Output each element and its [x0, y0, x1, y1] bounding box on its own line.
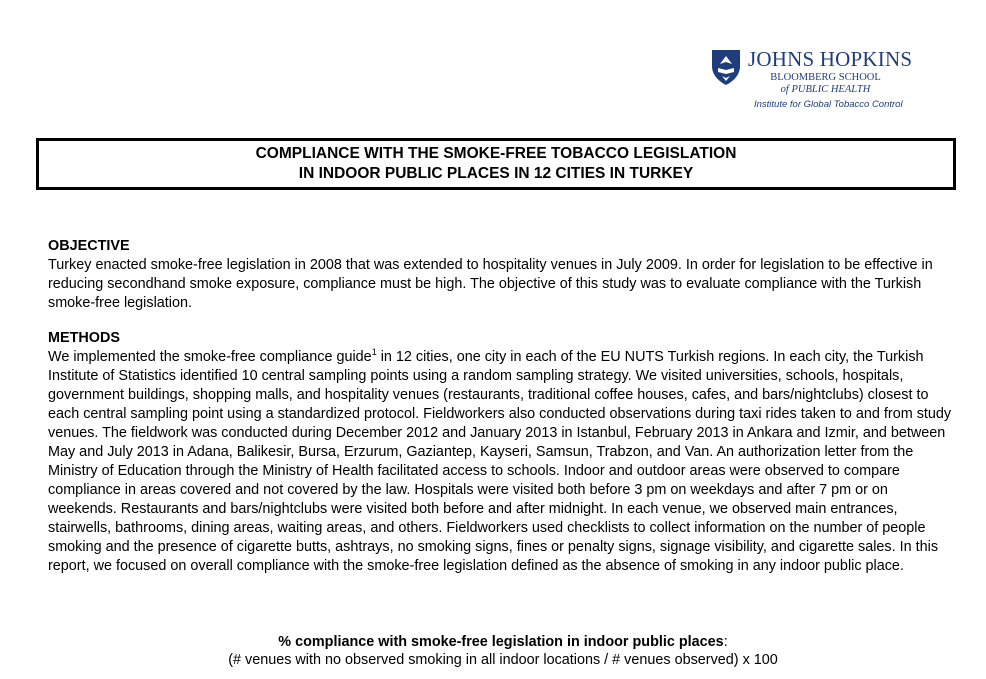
logo-school-line2: of PUBLIC HEALTH [780, 84, 871, 95]
university-shield-icon [710, 48, 742, 86]
objective-section [48, 237, 958, 313]
document-body [48, 237, 958, 592]
footnote-reference: 1 [371, 347, 377, 357]
methods-text-part1: We implemented the smoke-free compliance guide [48, 349, 372, 365]
objective-heading: OBJECTIVE [48, 238, 130, 254]
johns-hopkins-logo [708, 44, 968, 114]
title-line-1: COMPLIANCE WITH THE SMOKE-FREE TOBACCO LEGISLATION [255, 145, 737, 162]
logo-school-name [748, 72, 903, 96]
methods-text [48, 348, 958, 576]
methods-heading: METHODS [48, 330, 120, 346]
logo-institute-name: Institute for Global Tobacco Control [754, 99, 903, 110]
formula-label: % compliance with smoke-free legislation in indoor public places [278, 634, 724, 650]
title-line-2: IN INDOOR PUBLIC PLACES IN 12 CITIES IN TURKEY [298, 165, 694, 182]
document-title-box [36, 138, 956, 190]
formula-expression: (# venues with no observed smoking in all indoor locations / # venues observed) x 100 [228, 652, 778, 668]
logo-school-line1: BLOOMBERG SCHOOL [770, 72, 881, 83]
methods-section [48, 329, 958, 576]
logo-university-name: JOHNS HOPKINS [748, 47, 913, 71]
objective-text: Turkey enacted smoke-free legislation in 2008 that was extended to hospitality venues in July 2009. In order for legislation to be effective in reducing secondhand smoke exposure, compliance must be high. The objective of this study was to evaluate compliance with the Turkish smoke-free legislation. [48, 257, 933, 311]
methods-text-part2: in 12 cities, one city in each of the EU NUTS Turkish regions. In each city, the Turkish Institute of Statistics identified 10 central sampling points using a random sampling strategy. We visited universities, schools, hospitals, government buildings, shopping malls, and hospitality venues (restaurants, traditional coffee houses, cafes, and bars/nightclubs) closest to each central sampling point using a standardized protocol. Fieldworkers also conducted observations during taxi rides taken to and from study venues. The fieldwork was conducted during December 2012 and January 2013 in Istanbul, February 2013 in Ankara and Izmir, and between May and July 2013 in Adana, Balikesir, Bursa, Erzurum, Gaziantep, Kayseri, Samsun, Trabzon, and Van. An authorization letter from the Ministry of Education through the Ministry of Health facilitated access to schools. Indoor and outdoor areas were observed to compare compliance in areas covered and not covered by the law. Hospitals were visited both before 3 pm on weekdays and after 7 pm or on weekends. Restaurants and bars/nightclubs were visited both before and after midnight. In each venue, we observed main entrances, stairwells, bathrooms, dining areas, waiting areas, and others. Fieldworkers used checklists to collect information on the number of people smoking and the presence of cigarette butts, ashtrays, no smoking signs, fines or penalty signs, signage visibility, and cigarette sales. In this report, we focused on overall compliance with the smoke-free legislation defined as the absence of smoking in any indoor public place. [48, 349, 952, 574]
compliance-formula [48, 633, 958, 669]
formula-colon: : [723, 634, 728, 650]
formula-label-line [48, 633, 958, 651]
